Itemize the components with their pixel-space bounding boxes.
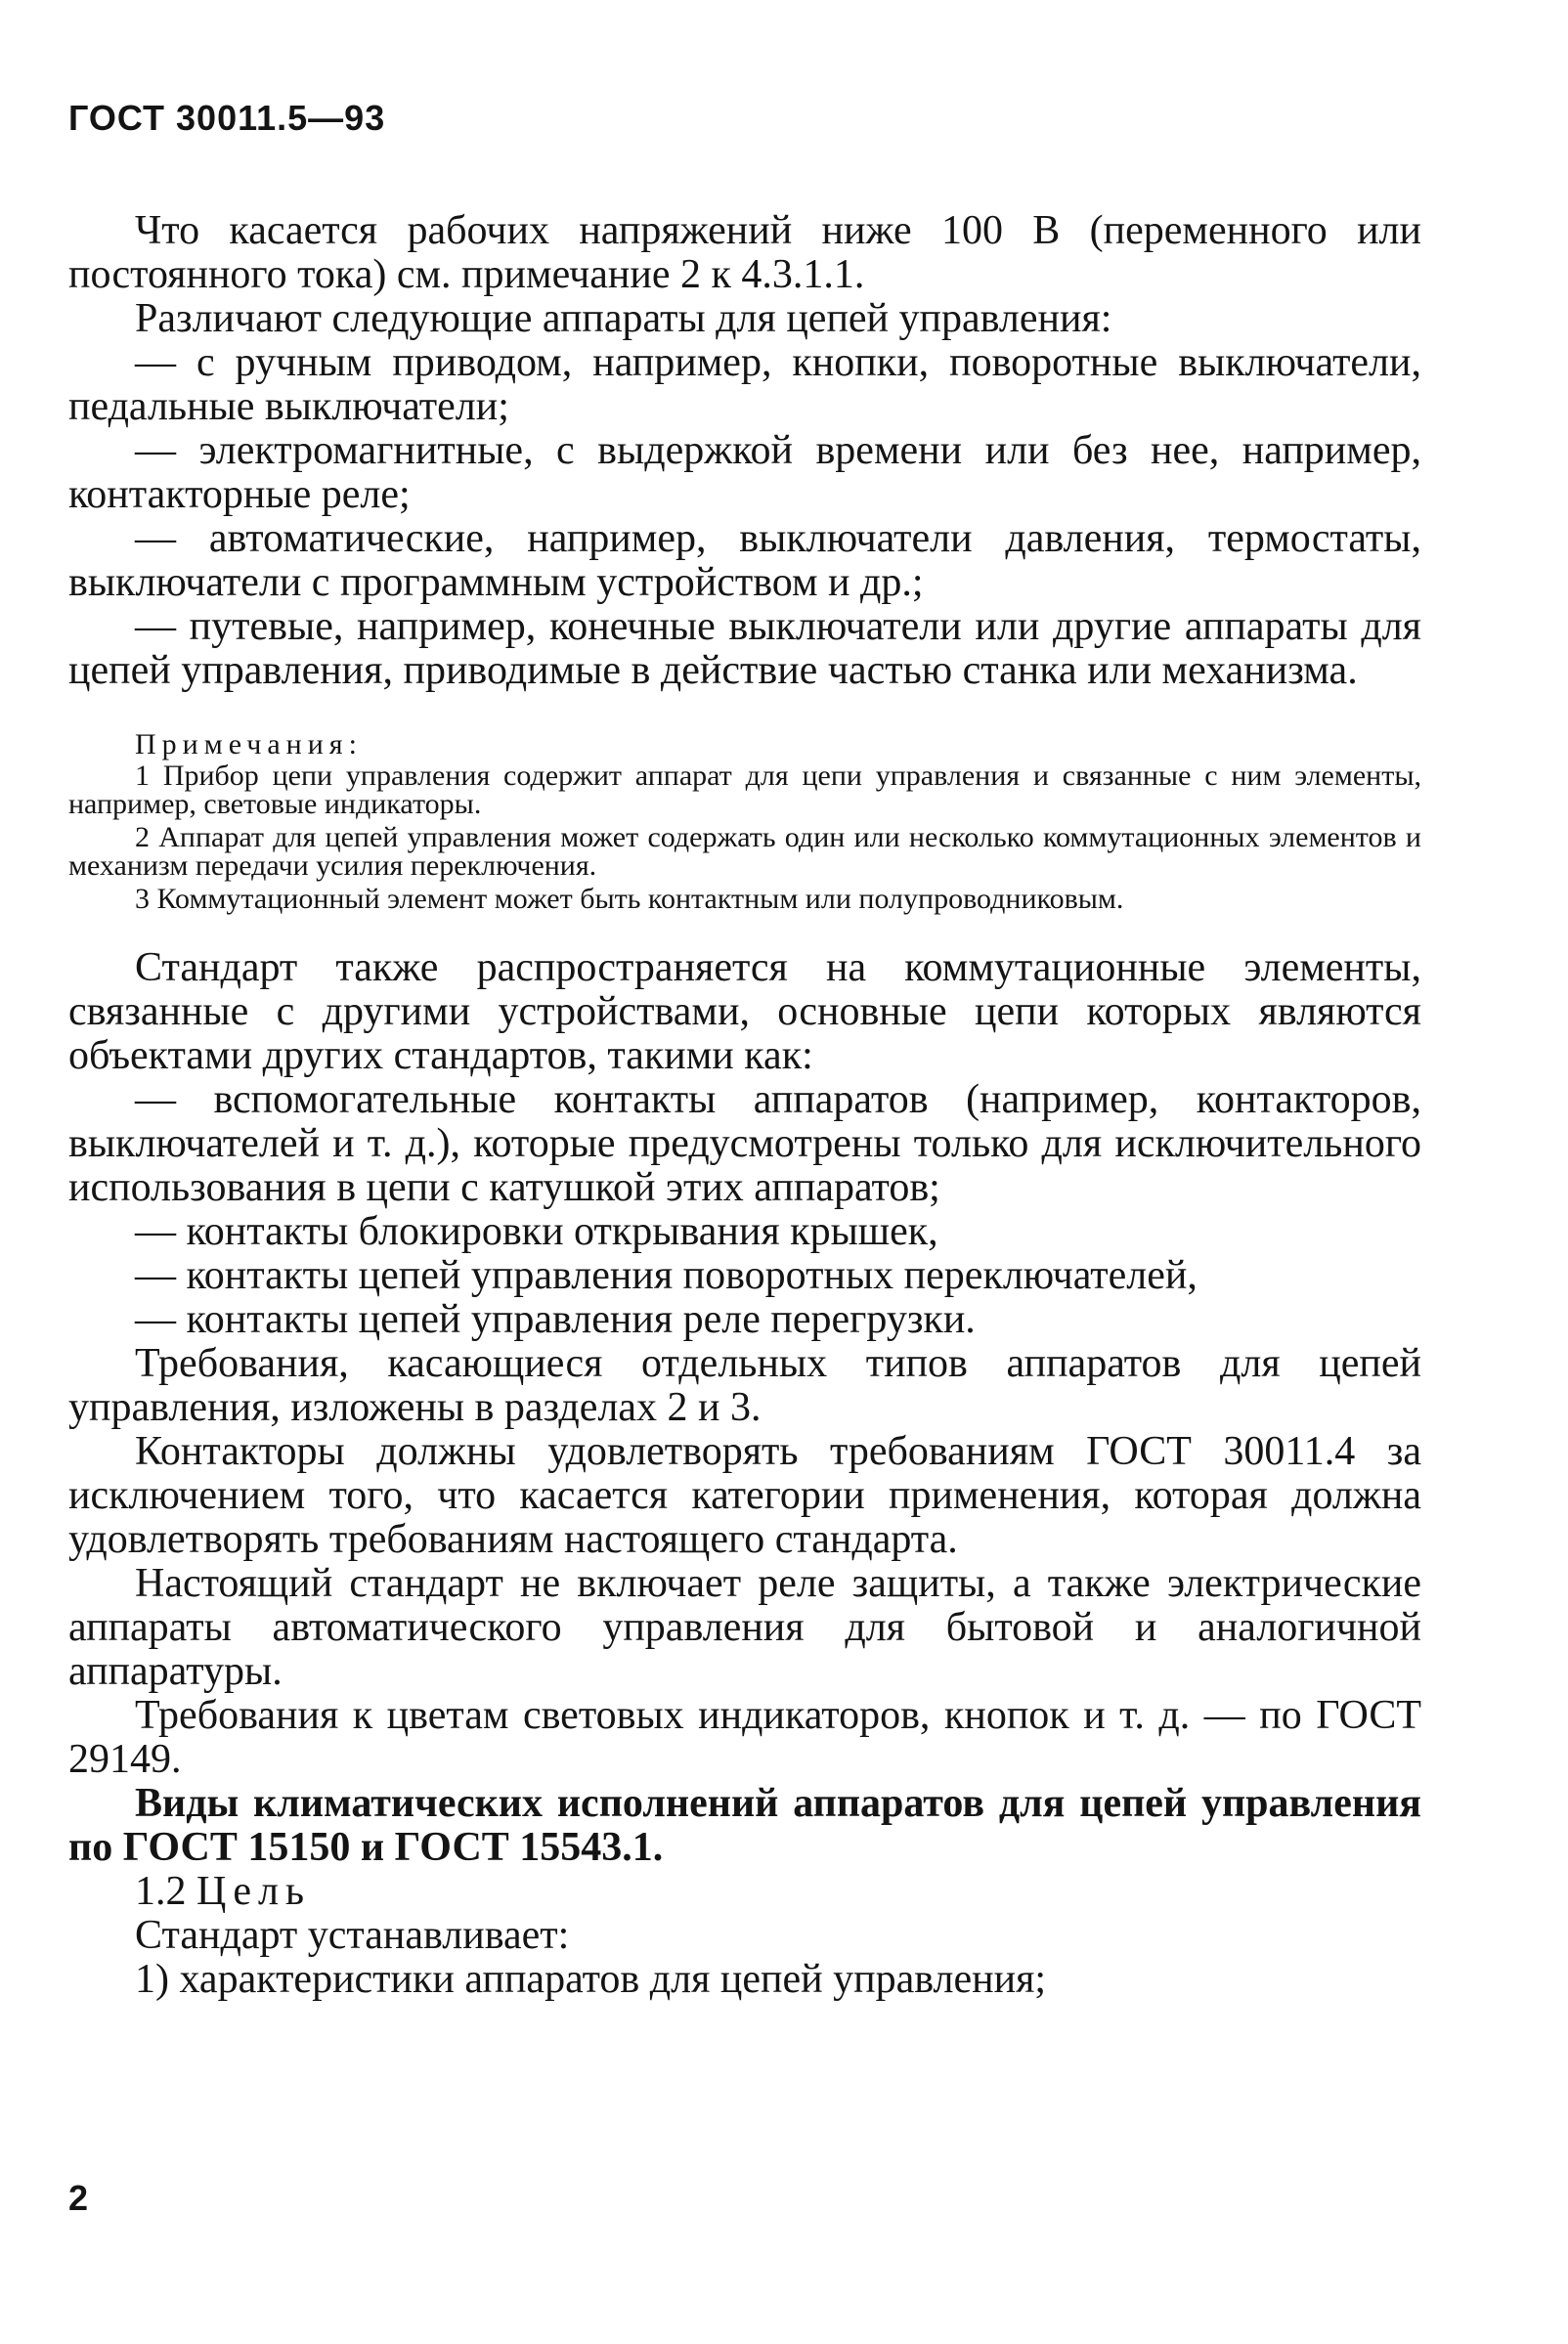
paragraph: Требования, касающиеся отдельных типов аппаратов для цепей управления, изложены в разделах 2 и 3. bbox=[68, 1341, 1421, 1430]
notes-block bbox=[68, 730, 1421, 913]
note-item: 3 Коммутационный элемент может быть контактным или полупроводниковым. bbox=[135, 883, 1124, 915]
document-body bbox=[68, 209, 1421, 2002]
list-item: — электромагнитные, с выдержкой времени или без нее, например, контакторные реле; bbox=[68, 428, 1421, 517]
list-item: — контакты цепей управления реле перегрузки. bbox=[135, 1297, 976, 1342]
paragraph: Различают следующие аппараты для цепей управления: bbox=[135, 296, 1112, 341]
list-item: — с ручным приводом, например, кнопки, поворотные выключатели, педальные выключатели; bbox=[68, 340, 1421, 429]
paragraph: Стандарт также распространяется на коммутационные элементы, связанные с другими устройствами, основные цепи которых являются объектами других стандартов, такими как: bbox=[68, 945, 1421, 1078]
paragraph: Настоящий стандарт не включает реле защиты, а также электрические аппараты автоматического управления для бытовой и аналогичной аппаратуры. bbox=[68, 1561, 1421, 1694]
paragraph: Что касается рабочих напряжений ниже 100 В (переменного или постоянного тока) см. примечание 2 к 4.3.1.1. bbox=[68, 208, 1421, 297]
list-item: — путевые, например, конечные выключатели или другие аппараты для цепей управления, приводимые в действие частью станка или механизма. bbox=[68, 604, 1421, 693]
section-intro: Стандарт устанавливает: bbox=[135, 1913, 570, 1958]
section-title: Цель bbox=[196, 1869, 312, 1914]
notes-title: Примечания: bbox=[135, 728, 363, 760]
section-number: 1.2 bbox=[135, 1869, 187, 1914]
list-item: — автоматические, например, выключатели давления, термостаты, выключатели с программным устройством и др.; bbox=[68, 516, 1421, 605]
list-item: — контакты цепей управления поворотных переключателей, bbox=[135, 1253, 1198, 1298]
note-item: 2 Аппарат для цепей управления может содержать один или несколько коммутационных элементов и механизм передачи усилия переключения. bbox=[68, 821, 1421, 882]
note-item: 1 Прибор цепи управления содержит аппарат для цепи управления и связанные с ним элементы, например, световые индикаторы. bbox=[68, 760, 1421, 820]
list-item: 1) характеристики аппаратов для цепей управления; bbox=[135, 1957, 1047, 2002]
paragraph: Контакторы должны удовлетворять требованиям ГОСТ 30011.4 за исключением того, что касается категории применения, которая должна удовлетворять требованиям настоящего стандарта. bbox=[68, 1429, 1421, 1562]
list-item: — вспомогательные контакты аппаратов (например, контакторов, выключателей и т. д.), которые предусмотрены только для исключительного использования в цепи с катушкой этих аппаратов; bbox=[68, 1077, 1421, 1210]
page-number: 2 bbox=[68, 2178, 89, 2218]
list-item: — контакты блокировки открывания крышек, bbox=[135, 1209, 938, 1254]
section-heading bbox=[68, 1870, 1421, 1914]
paragraph: Требования к цветам световых индикаторов, кнопок и т. д. — по ГОСТ 29149. bbox=[68, 1693, 1421, 1782]
document-header: ГОСТ 30011.5—93 bbox=[68, 98, 386, 138]
bold-paragraph: Виды климатических исполнений аппаратов для цепей управления по ГОСТ 15150 и ГОСТ 15543.1. bbox=[68, 1781, 1421, 1870]
